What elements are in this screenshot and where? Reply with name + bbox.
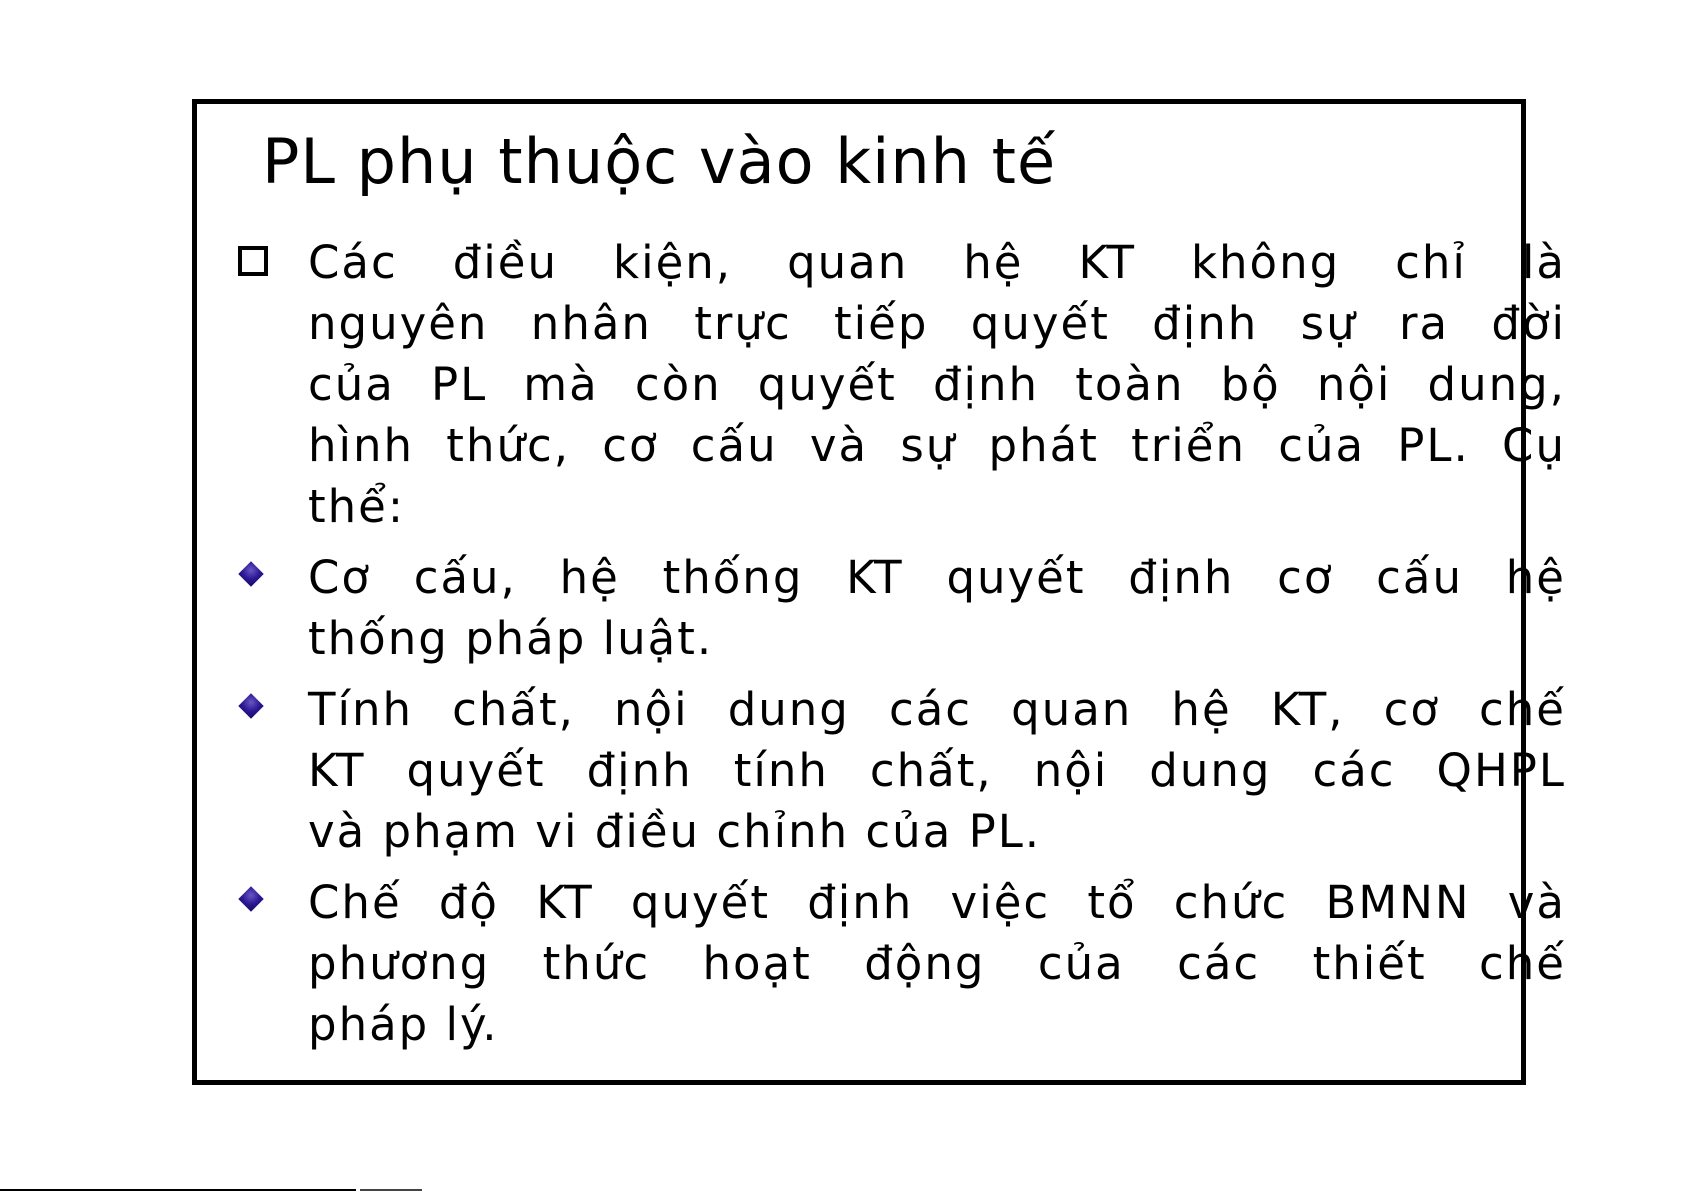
hollow-square-bullet-icon <box>238 246 268 276</box>
diamond-bullet-icon <box>238 693 263 718</box>
point-line: hình thức, cơ cấu và sự phát triển của PL. Cụ <box>308 419 1566 472</box>
point-line: của PL mà còn quyết định toàn bộ nội dung, <box>308 358 1566 411</box>
main-point <box>238 232 1566 537</box>
point-line: Cơ cấu, hệ thống KT quyết định cơ cấu hệ <box>308 551 1566 604</box>
point-line: phương thức hoạt động của các thiết chế <box>308 937 1566 990</box>
sub-point <box>238 679 1566 862</box>
sub-point <box>238 547 1566 669</box>
slide-title: PL phụ thuộc vào kinh tế <box>262 125 1057 198</box>
sub-point <box>238 872 1566 1055</box>
point-line: nguyên nhân trực tiếp quyết định sự ra đời <box>308 297 1566 350</box>
point-line: Các điều kiện, quan hệ KT không chỉ là <box>308 236 1566 289</box>
diamond-bullet-icon <box>238 886 263 911</box>
point-line: thống pháp luật. <box>308 612 714 665</box>
point-line: Tính chất, nội dung các quan hệ KT, cơ chế <box>308 683 1566 736</box>
point-line: thể: <box>308 480 406 533</box>
point-line: pháp lý. <box>308 998 499 1051</box>
point-line: và phạm vi điều chỉnh của PL. <box>308 805 1042 858</box>
point-line: Chế độ KT quyết định việc tổ chức BMNN và <box>308 876 1566 929</box>
slide-content <box>238 232 1566 1065</box>
diamond-bullet-icon <box>238 561 263 586</box>
point-line: KT quyết định tính chất, nội dung các QHPL <box>308 744 1566 797</box>
